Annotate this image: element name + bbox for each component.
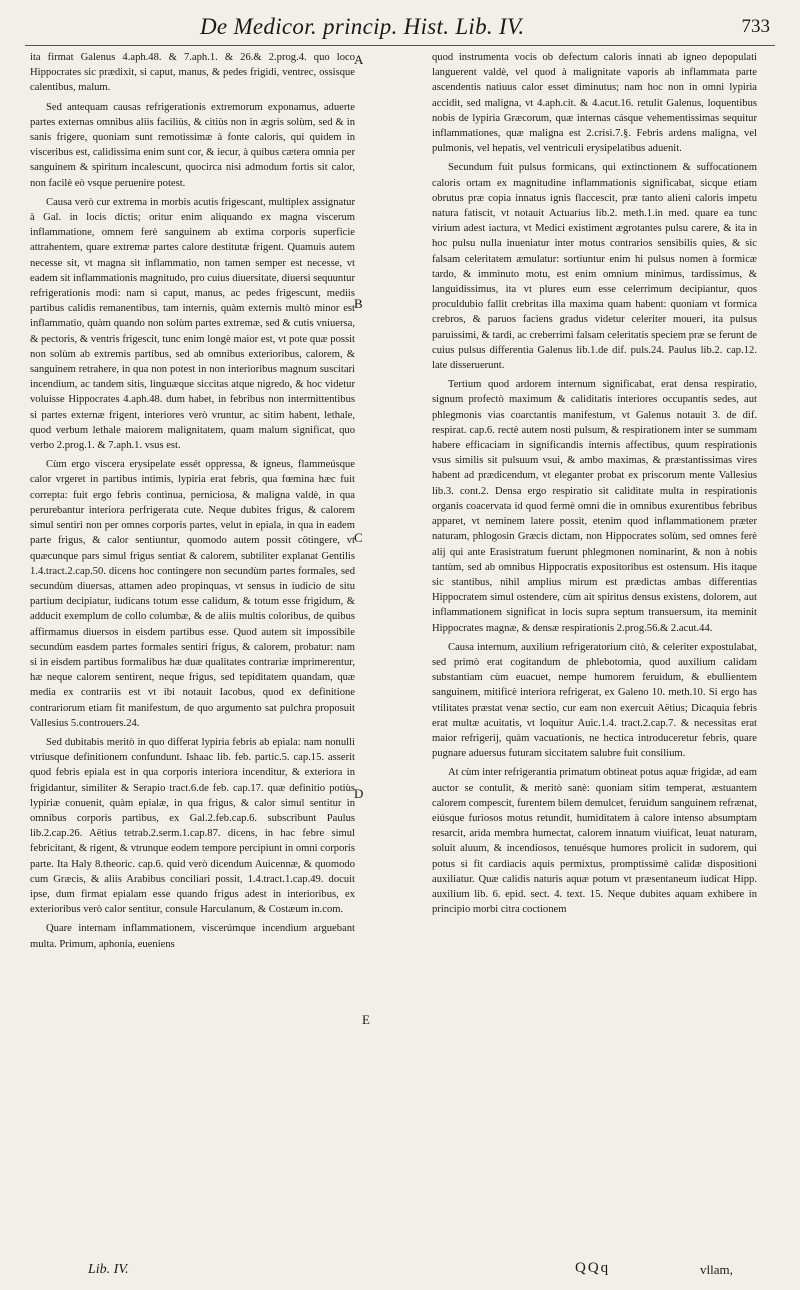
right-column [432,50,757,921]
left-column [30,50,355,956]
paragraph: At cùm inter refrigerantia primatum obtineat potus aquæ frigidæ, ad eam auctor se contulit, & meritò sanè: quoniam sitim temperat, æstuantem calorem compescit, furentem bilem demulcet, feruidum sanguinem refrænat, eiúsque furiosos motus retundit, humiditatem à calore intenso absumptam resarcit, arida membra humectat, calorem innatum viuificat, leuat naturam, soluit aluum, & incendiosos, tenuésque humores prolicit in sudorem, qui potus si fit cardiacis aquis permixtus, promptissimè calidæ dispositioni auxiliatur. Quæ calidis naturis aquæ potum vt præsentaneum iudicat Hipp. auxilium lib. 6. epid. sect. 4. text. 15. Neque dubites aquam exhibere in principio morbi citra coctionem [432,767,757,916]
footer-book-label: Lib. IV. [88,1262,129,1277]
paragraph: Causa internum, auxilium refrigeratorium citò, & celeriter expostulabat, sed primò erat cogitandum de phlebotomia, quod auxilium calidam substantiam cùm euacuet, nempe humorem feruidum, & ebullientem sanguinem, mitificè interiora refrigerat, ex Galeno 10. meth.10. Si ergo has vtilitates præstat venæ sectio, cur eam non exercuit Aëtius; Dicaquia febris erat multæ acuitatis, vt loquitur Auic.1.4. tract.2.cap.7. & necessitas erat maior refrigerij, quàm vacuationis, ne hectica introduceretur febris, quare pugnare aduersus futuram siccitatem salubre fuit consilium. [432,641,757,760]
paragraph: Quare internam inflammationem, viscerúmque incendium arguebant multa. Primum, aphonia, eueniens [30,923,355,950]
catchword: vllam, [700,1262,733,1277]
margin-marker-b: B [354,296,363,311]
paragraph: ita firmat Galenus 4.aph.48. & 7.aph.1. & 26.& 2.prog.4. quo loco Hippocrates sic prædixit, si caput, manus, & pedes frigidi, ventrec, ossisque calentibus, malum. [30,52,355,94]
running-header [0,14,800,44]
paragraph: Cùm ergo viscera erysipelate essét oppressa, & igneus, flammeúsque calor vrgeret in partibus intimis, lypiria erat febris, qua fœmina hæc fuit correpta: fuit ergo febris continua, perniciosa, & maligna valdè, in qua perurebantur interiora perfrigerata cute. Neque dubites frigus, & calorem simul sentiri non per omnes corporis partes, velut in epiala, in qua in eadem parte frigus, & calor sentiuntur, quomodo autem possit cötingere, vt quæcunque pars simul frigus sentiat & calorem, subtiliter explanat Gentilis 1.4.tract.2.cap.50. dicens hoc contingere non secundùm partes formales, sed secundùm diuersas, attamen adeo propinquas, vt sensus in iudicio de situ partium decipiatur, iudicans totum esse calidum, & totum esse frigidum, & adducit exemplum de collo columbæ, & de aliis multis coloribus, de quibus affirmamus diuersos in eisdem partibus esse. Quod autem sit impossibile secundùm easdem partes formales sentiri frigus, & calorem, probatur: nam si in eisdem partibus formalibus hæ duæ qualitates contrariæ imprimerentur, hæ neque calorem sentirent, neque frigus, sed tepiditatem quandam, quæ media ex contrariis est vt ibi notauit Iacobus, quod ex definitione contrariorum etiam fit manifestum, de quo argumento sat pulchra proposuit Vallesius 5.controuers.24. [30,459,355,729]
paragraph: Tertium quod ardorem internum significabat, erat densa respiratio, signum profectò maximum & caliditatis interiores occupantis sedes, aut phlegmonis vias coarctantis manifestum, vt Galenus notauit 3. de dif. respirat. cap.6. rectè autem nosti pulsum, & respirationem inter se summam habere efficaciam in significandis internis affectibus, quum respirationis vsus similis sit pulsuum vsui, & ambo maximas, & præstantissimas vires habent ad prædicendum, vt eleganter probat ex priscorum mente Vallesius lib.3. cont.2. Densa ergo respiratio sit caliditate multa in respirationis organis coacervata id quod fermè omni die in omnibus exurentibus febribus apparet, vt neminem latere possit, etenim quod inflammationem præter naturam, phlogosin Græcis dictam, non Hippocrates solùm, sed omnes ferè alij qui ante Erasistratum fuerunt phlegmonen nominarint, & non à nobis tantùm, sed ab omnibus Hippocratis expositoribus est ostensum. His itaque sic stantibus, nihil amplius mirum est prædictas ambas differentias Hippocratem simul ostendere, cùm ait spiritus densus existens, dolorem, aut inflammationem significat in locis supra septum transuersum, ita meminit Hippocrates magnæ, & densæ respirationis 2.prog.56.& 2.acut.44. [432,379,757,634]
paragraph: Sed antequam causas refrigerationis extremorum exponamus, aduerte partes externas omnibus aliis faciliùs, & citiùs non in ægris solùm, sed & in sanis frigere, quoniam sunt remotissimæ à fonte caloris, qui quidem in visceribus est, calidissima enim sunt cor, & iecur, à quibus cætera omnia per sanguinem & spiritum incalescunt, quocirca nisi admodum fortis sit calor, non facilè eò vsque peruenire potest. [30,101,355,189]
header-rule [25,45,775,46]
paragraph: Causa verò cur extrema in morbis acutis frigescant, multiplex assignatur à Gal. in locis dictis; oritur enim aliquando ex magna viscerum inflammatione, omnem ferè sanguinem ab extima corporis superficie attrahentem, quare extremæ partes calore destitutæ frigent. Quamuis autem necesse sit, vt magna sit inflammatio, non tamen semper est necesse, vt eadem sit inflammationis magnitudo, pro cuius diuersitate, diuersi sequuntur refrigerationis modi: nam si caput, manus, ac pedes frigescunt, mediis partibus calidis remanentibus, tam internis, quàm externis multò minor est inflammatio, quàm quando non solùm partes extremæ, sed & cutis vniuersa, & pectoris, & ventris frigescit, tunc enim longè maior est, vt pote quæ possit non solùm ab extremis partibus, sed ab omnibus exterioribus, calorem, & sanguinem retrahere, in qua non potest in non interioribus magnum suscitari incendium, ac tandem sitis, linguæque siccitas atque nigredo, & hoc videtur voluisse Hippocrates 4.aph.48. dum habet, in febribus non intermittentibus si partes externæ frigent, interiores verò vruntur, ac sitim habent, lethale, quod verbum lethale maiorem malignitatem, quam malum significat, quo verbo 2.prog.1. & 7.aph.1. vsus est. [30,196,355,452]
margin-marker-c: C [354,530,363,545]
page-number: 733 [741,16,770,37]
paragraph: quod instrumenta vocis ob defectum caloris innati ab igneo depopulati languerent valdè, vel quod à malignitate vaporis ab inflammata parte ascendentis natiuus calor esset diminutus; nam hoc non in omni lypiria accidit, sed maligna, vt 4.aph.cit. & 4.acut.16. retulit Galenus, loquentibus nobis de lypiria Græcorum, quæ internas cásque vehementissimas sequitur inflammationes, quæ maligna est 2.crisi.7.§. Febris ardens maligna, vel pulmonis, vel hepatis, vel ventriculi erysipelatibus aduenit. [432,52,757,155]
running-title: De Medicor. princip. Hist. Lib. IV. [200,14,525,39]
signature-mark: QQq [575,1260,611,1276]
paragraph: Secundum fuit pulsus formicans, qui extinctionem & suffocationem caloris ortam ex magnitudine inflammationis significabat, sicque etiam obrutus præ copia innatus ignis flaccescit, præ tanto alieni caloris impetu natura fatiscit, vt notauit Actuarius lib.2. meth.1.in med. quare ea tunc virium adest iactura, vt Medici existiment ægrotantes pulsu carere, & ita in hoc pulsu nulla inueniatur inter motus contrarios sensibilis quies, & sic falsam celeritatem æmulatur: sortiuntur enim hi pulsus nomen à formicæ tardo, & imminuto motu, est enim omnium minimus, tardissimus, & languidissimus, ita vt plures eum esse celerrimum decipiantur, quos proculdubio fallit crebritas illa maxima quam habent: quoniam vt formica crebros, & paruos faciens gradus videtur celeriter moueri, ita pulsus paruissimi, & tardi, ac creberrimi falsam celeritatis speciem præ se ferunt de cuius pulsus differentia Galenus lib.1.de dif. puls.24. Paulus lib.2. cap.12. late disseruerunt. [432,162,757,372]
margin-marker-a: A [354,52,364,67]
margin-marker-d: D [354,786,364,801]
margin-marker-e: E [362,1012,370,1027]
paragraph: Sed dubitabis meritò in quo differat lypiria febris ab epiala: nam nonulli vtriusque definitionem confundunt. Ishaac lib. feb. partic.5. cap.15. asserit quod febris epiala est in qua corporis interiora incenditur, & exteriora in frigidantur, similiter & Serapio tract.6.de feb. cap.17. quæ definitio potiùs lypiriæ conuenit, quàm epialæ, in qua frigus, & calor simul sentitur in omnibus corporis partibus, ex Gal.2.feb.cap.6. subscribunt Paulus lib.2.cap.26. Aëtius tetrab.2.serm.1.cap.87. dicens, in hac febre simul febricitant, & rigent, & vtrunque eodem tempore percipiunt in omni corporis parte. Ita Haly 8.theoric. cap.6. quid verò dicendum Auicennæ, & quomodo cum Græcis, & aliis Arabibus conciliari possit, 1.4.tract.1.cap.49. docuit ipse, dum firmat epialam esse quando frigus adest in interioribus, ex exterioribus verò calor sentitur, consule Harculanum, & Costæum in.com. [30,736,355,916]
